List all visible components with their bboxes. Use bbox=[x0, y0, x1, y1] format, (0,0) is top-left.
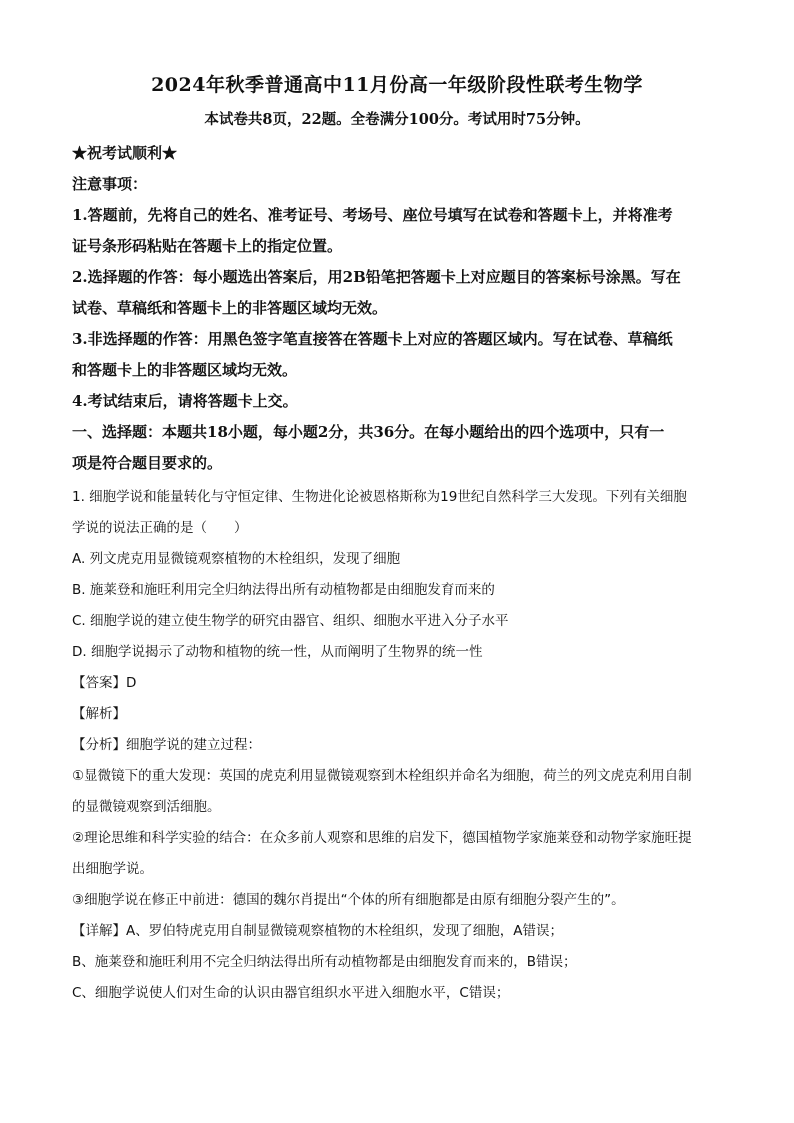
notice-heading: 注意事项： bbox=[72, 175, 148, 193]
option-d: D. 细胞学说揭示了动物和植物的统一性，从而阐明了生物界的统一性 bbox=[72, 644, 483, 660]
section-heading: 一、选择题：本题共18小题，每小题2分，共36分。在每小题给出的四个选项中，只有一 bbox=[72, 423, 665, 441]
answer-label: 【答案】D bbox=[72, 675, 137, 691]
analysis-line: ③细胞学说在修正中前进：德国的魏尔肖提出“个体的所有细胞都是由原有细胞分裂产生的”。 bbox=[72, 892, 625, 908]
option-b: B. 施莱登和施旺利用完全归纳法得出所有动植物都是由细胞发育而来的 bbox=[72, 582, 495, 598]
notice-line: 试卷、草稿纸和答题卡上的非答题区域均无效。 bbox=[72, 299, 388, 317]
question-stem: 1. 细胞学说和能量转化与守恒定律、生物进化论被恩格斯称为19世纪自然科学三大发现。下列有关细胞 bbox=[72, 489, 687, 505]
notice-line: 4.考试结束后，请将答题卡上交。 bbox=[72, 392, 298, 410]
analysis-line: 【分析】细胞学说的建立过程： bbox=[72, 737, 261, 753]
option-a: A. 列文虎克用显微镜观察植物的木栓组织，发现了细胞 bbox=[72, 551, 401, 567]
analysis-line: B、施莱登和施旺利用不完全归纳法得出所有动植物都是由细胞发育而来的，B错误； bbox=[72, 954, 577, 970]
analysis-line: ②理论思维和科学实验的结合：在众多前人观察和思维的启发下，德国植物学家施莱登和动物学家施旺提 bbox=[72, 830, 692, 846]
blessing-text: ★祝考试顺利★ bbox=[72, 144, 178, 162]
notice-line: 2.选择题的作答：每小题选出答案后，用2B铅笔把答题卡上对应题目的答案标号涂黑。写在 bbox=[72, 268, 681, 286]
notice-line: 1.答题前，先将自己的姓名、准考证号、考场号、座位号填写在试卷和答题卡上，并将准考 bbox=[72, 206, 673, 224]
notice-line: 和答题卡上的非答题区域均无效。 bbox=[72, 361, 298, 379]
notice-line: 3.非选择题的作答：用黑色签字笔直接答在答题卡上对应的答题区域内。写在试卷、草稿纸 bbox=[72, 330, 673, 348]
exam-info: 本试卷共8页，22题。全卷满分100分。考试用时75分钟。 bbox=[204, 111, 590, 128]
analysis-label: 【解析】 bbox=[72, 706, 126, 722]
analysis-line: ①显微镜下的重大发现：英国的虎克利用显微镜观察到木栓组织并命名为细胞，荷兰的列文虎克利用自制 bbox=[72, 768, 692, 784]
option-c: C. 细胞学说的建立使生物学的研究由器官、组织、细胞水平进入分子水平 bbox=[72, 613, 509, 629]
analysis-line: 的显微镜观察到活细胞。 bbox=[72, 799, 221, 815]
page-title: 2024年秋季普通高中11月份高一年级阶段性联考生物学 bbox=[151, 74, 643, 96]
analysis-line: C、细胞学说使人们对生命的认识由器官组织水平进入细胞水平，C错误； bbox=[72, 985, 510, 1001]
question-stem: 学说的说法正确的是（ ） bbox=[72, 520, 248, 536]
analysis-line: 出细胞学说。 bbox=[72, 861, 153, 877]
section-heading: 项是符合题目要求的。 bbox=[72, 454, 223, 472]
notice-line: 证号条形码粘贴在答题卡上的指定位置。 bbox=[72, 237, 343, 255]
analysis-line: 【详解】A、罗伯特虎克用自制显微镜观察植物的木栓组织，发现了细胞，A错误； bbox=[72, 923, 563, 939]
